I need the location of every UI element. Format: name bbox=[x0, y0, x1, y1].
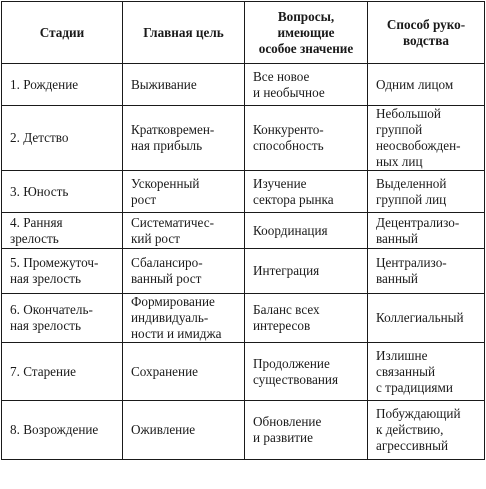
cell-management-style: Побуждающий к действию, агрессивный bbox=[368, 401, 485, 460]
table-row bbox=[2, 106, 485, 171]
cell-management-style: Централизо- ванный bbox=[368, 249, 485, 294]
cell-key-issues: Координация bbox=[245, 213, 368, 249]
table-row bbox=[2, 294, 485, 343]
header-key-issues: Вопросы, имеющие особое значение bbox=[245, 2, 368, 64]
table-row bbox=[2, 213, 485, 249]
header-stages: Стадии bbox=[2, 2, 123, 64]
cell-stage: 5. Промежуточ- ная зрелость bbox=[2, 249, 123, 294]
cell-key-issues: Конкуренто- способность bbox=[245, 106, 368, 171]
cell-stage: 4. Ранняя зрелость bbox=[2, 213, 123, 249]
header-management-style: Способ руко- водства bbox=[368, 2, 485, 64]
cell-main-goal: Сбалансиро- ванный рост bbox=[123, 249, 245, 294]
table-row bbox=[2, 401, 485, 460]
lifecycle-table bbox=[1, 1, 485, 460]
cell-stage: 8. Возрождение bbox=[2, 401, 123, 460]
table-row bbox=[2, 343, 485, 401]
cell-main-goal: Формирование индивидуаль- ности и имиджа bbox=[123, 294, 245, 343]
cell-stage: 1. Рождение bbox=[2, 64, 123, 106]
cell-management-style: Небольшой группой неосвобожден- ных лиц bbox=[368, 106, 485, 171]
table-row bbox=[2, 64, 485, 106]
cell-key-issues: Обновление и развитие bbox=[245, 401, 368, 460]
header-main-goal: Главная цель bbox=[123, 2, 245, 64]
cell-key-issues: Изучение сектора рынка bbox=[245, 171, 368, 213]
cell-management-style: Одним лицом bbox=[368, 64, 485, 106]
table-row bbox=[2, 249, 485, 294]
cell-main-goal: Кратковремен- ная прибыль bbox=[123, 106, 245, 171]
cell-stage: 7. Старение bbox=[2, 343, 123, 401]
cell-main-goal: Ускоренный рост bbox=[123, 171, 245, 213]
table-row bbox=[2, 171, 485, 213]
cell-management-style: Выделенной группой лиц bbox=[368, 171, 485, 213]
cell-management-style: Излишне связанный с традициями bbox=[368, 343, 485, 401]
cell-management-style: Коллегиальный bbox=[368, 294, 485, 343]
cell-stage: 3. Юность bbox=[2, 171, 123, 213]
cell-main-goal: Систематичес- кий рост bbox=[123, 213, 245, 249]
cell-key-issues: Баланс всех интересов bbox=[245, 294, 368, 343]
cell-key-issues: Продолжение существования bbox=[245, 343, 368, 401]
cell-stage: 6. Окончатель- ная зрелость bbox=[2, 294, 123, 343]
cell-main-goal: Оживление bbox=[123, 401, 245, 460]
cell-key-issues: Интеграция bbox=[245, 249, 368, 294]
cell-key-issues: Все новое и необычное bbox=[245, 64, 368, 106]
cell-stage: 2. Детство bbox=[2, 106, 123, 171]
cell-management-style: Децентрализо- ванный bbox=[368, 213, 485, 249]
table-header-row bbox=[2, 2, 485, 64]
cell-main-goal: Выживание bbox=[123, 64, 245, 106]
cell-main-goal: Сохранение bbox=[123, 343, 245, 401]
lifecycle-table-container bbox=[1, 1, 484, 460]
